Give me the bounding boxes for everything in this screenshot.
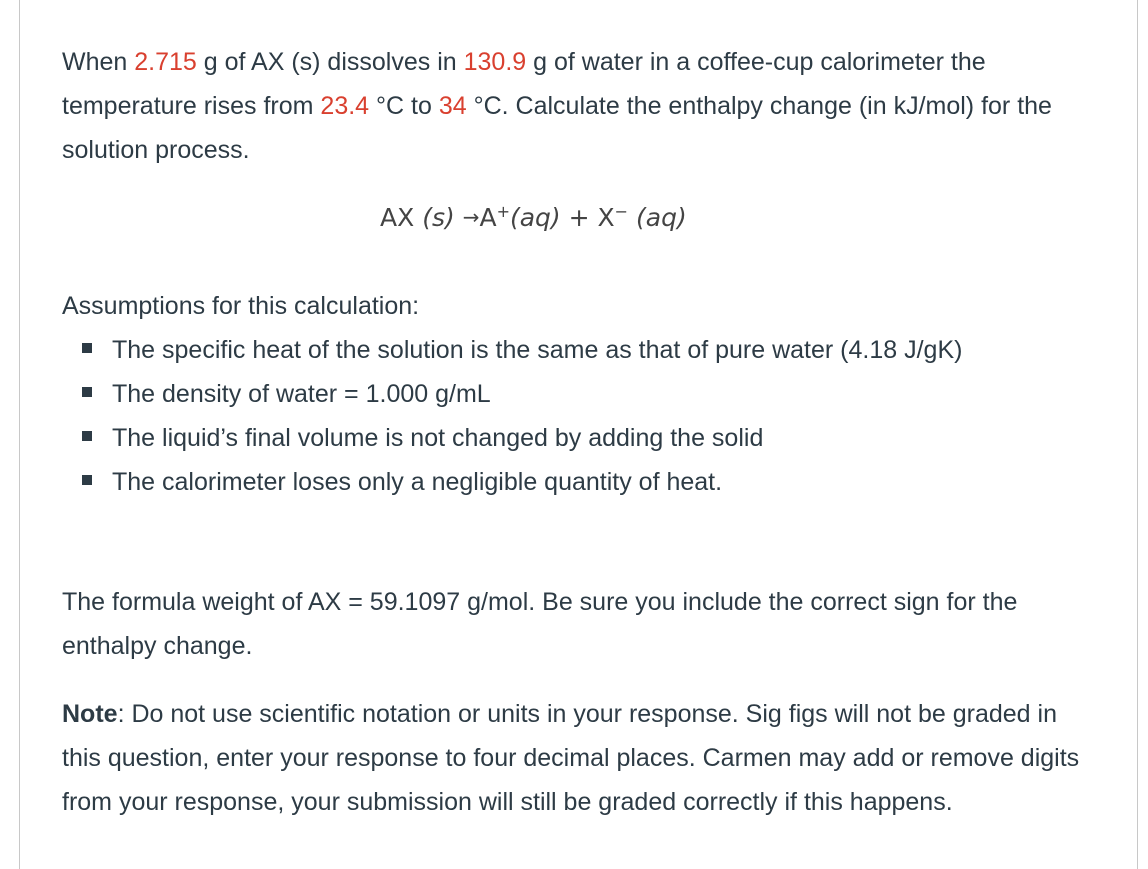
assumptions-list <box>62 328 1062 504</box>
initial-temperature-value: 23.4 <box>320 92 370 120</box>
list-item <box>62 328 1042 372</box>
assumption-text: The density of water = 1.000 g/mL <box>112 380 491 408</box>
bullet-icon <box>82 475 92 485</box>
reactant: AX <box>380 203 423 232</box>
bullet-icon <box>82 387 92 397</box>
question-text-part: °C. Calculate the enthalpy change (in kJ/mol) for the solution process. <box>62 92 1052 164</box>
assumption-text: The calorimeter loses only a negligible quantity of heat. <box>112 468 723 496</box>
question-text <box>62 40 1112 172</box>
question-text-part: g of water in a coffee-cup calorimeter the temperature rises from <box>62 48 986 120</box>
assumptions-title: Assumptions for this calculation: <box>62 292 420 320</box>
assumption-text: The liquid’s final volume is not changed by adding the solid <box>112 424 764 452</box>
list-item <box>62 460 1042 504</box>
bullet-icon <box>82 343 92 353</box>
question-text-part: g of AX (s) dissolves in <box>196 48 464 76</box>
reactant-state: (s) <box>422 203 455 232</box>
final-temperature-value: 34 <box>438 92 467 120</box>
mass-water-value: 130.9 <box>463 48 527 76</box>
question-content <box>62 40 1112 172</box>
anion: X <box>597 203 615 232</box>
cation: A <box>479 203 497 232</box>
cation-charge: + <box>496 202 510 221</box>
note-label: Note <box>62 700 118 728</box>
question-text-part: When <box>62 48 135 76</box>
anion-state: (aq) <box>636 203 687 232</box>
reaction-arrow-icon: → <box>462 205 480 229</box>
plus-sign: + <box>568 203 590 232</box>
list-item <box>62 416 1042 460</box>
formula-weight-text: The formula weight of AX = 59.1097 g/mol. Be sure you include the correct sign for the enthalpy change. <box>62 588 1018 660</box>
anion-charge: − <box>614 202 629 221</box>
note-paragraph <box>62 692 1082 824</box>
bullet-icon <box>82 431 92 441</box>
list-item <box>62 372 1042 416</box>
cation-state: (aq) <box>509 203 561 232</box>
mass-solid-value: 2.715 <box>134 48 197 76</box>
reaction-equation <box>380 197 687 238</box>
note-text: : Do not use scientific notation or units in your response. Sig figs will not be graded in this question, enter your response to four decimal places. Carmen may add or remove digits from your response, your submission will still be graded correctly if this happens. <box>62 700 1080 816</box>
question-text-part: °C to <box>369 92 439 120</box>
assumption-text: The specific heat of the solution is the same as that of pure water (4.18 J/gK) <box>112 336 963 364</box>
